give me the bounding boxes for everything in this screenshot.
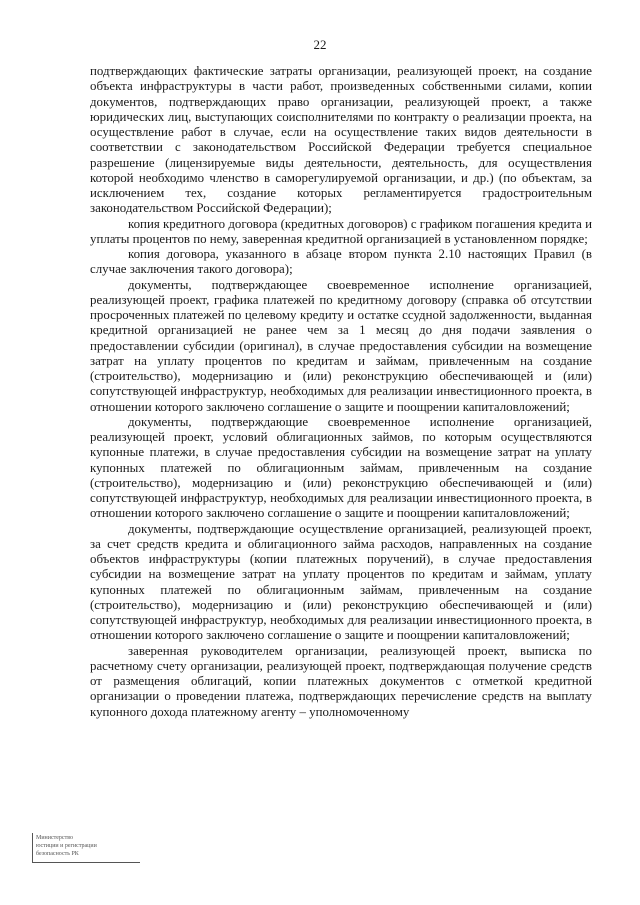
page-number: 22 [313,37,327,52]
paragraph: документы, подтверждающие своевременное исполнение организацией, реализующей проект, условий облигационных займов, по которым осуществляются купонные платежи, в случае предоставления субсидии на возмещение затрат на уплату купонных платежей по облигационным займам, привлеченным на создание (строительство), модернизацию и (или) реконструкцию обеспечивающей и (или) сопутствующей инфраструктур, необходимых для реализации инвестиционного проекта, в отношении которого заключено соглашение о защите и поощрении капиталовложений; [90,414,592,521]
paragraph: копия договора, указанного в абзаце втором пункта 2.10 настоящих Правил (в случае заключения такого договора); [90,247,592,277]
paragraph: заверенная руководителем организации, реализующей проект, выписка по расчетному счету организации, реализующей проект, подтверждающая получение средств от размещения облигаций, копии платежных документов с отметкой кредитной организации о проведении платежа, подтверждающих перечисление средств на выплату купонного дохода платежному агенту – уполномоченному [90,643,592,719]
stamp-line: безопасность РК [36,851,79,857]
registration-stamp [32,833,140,863]
paragraph: документы, подтверждающие осуществление организацией, реализующей проект, за счет средств кредита и облигационного займа расходов, направленных на создание объектов инфраструктуры (копии платежных поручений), в случае предоставления субсидии на возмещение затрат на уплату процентов по кредитам и займам, уплату купонных платежей по облигационным займам, привлеченным на создание (строительство), модернизацию и (или) реконструкцию обеспечивающей и (или) сопутствующей инфраструктур, необходимых для реализации инвестиционного проекта, в отношении которого заключено соглашение о защите и поощрении капиталовложений; [90,521,592,643]
body-text [90,64,592,720]
paragraph: подтверждающих фактические затраты организации, реализующей проект, на создание объекта инфраструктуры в части работ, произведенных собственными силами, копии документов, подтверждающих право организации, реализующей проект, а также юридических лиц, выступающих соисполнителями по контракту о реализации проекта, на осуществление работ в случае, если на осуществление таких видов деятельности в соответствии с законодательством Российской Федерации требуется специальное разрешение (лицензируемые виды деятельности, деятельность, для осуществления которой необходимо членство в саморегулируемой организации, и др.) (по объектам, за исключением тех, создание которых регламентируется градостроительным законодательством Российской Федерации); [90,64,592,216]
paragraph: копия кредитного договора (кредитных договоров) с графиком погашения кредита и уплаты процентов по нему, заверенная кредитной организацией в установленном порядке; [90,216,592,246]
paragraph: документы, подтверждающее своевременное исполнение организацией, реализующей проект, графика платежей по кредитному договору (справка об отсутствии просроченных платежей по целевому кредиту и остатке ссудной задолженности, выданная кредитной организацией не ранее чем за 1 месяц до дня подачи заявления о предоставлении субсидии (оригинал), в случае предоставления субсидии на возмещение затрат на уплату процентов по кредитам и займам, привлеченным на создание (строительство), модернизацию и (или) реконструкцию обеспечивающей и (или) сопутствующей инфраструктур, необходимых для реализации инвестиционного проекта, в отношении которого заключено соглашение о защите и поощрении капиталовложений; [90,277,592,414]
stamp-line: Министерство [36,835,73,841]
stamp-line: юстиции и регистрации [36,843,97,849]
